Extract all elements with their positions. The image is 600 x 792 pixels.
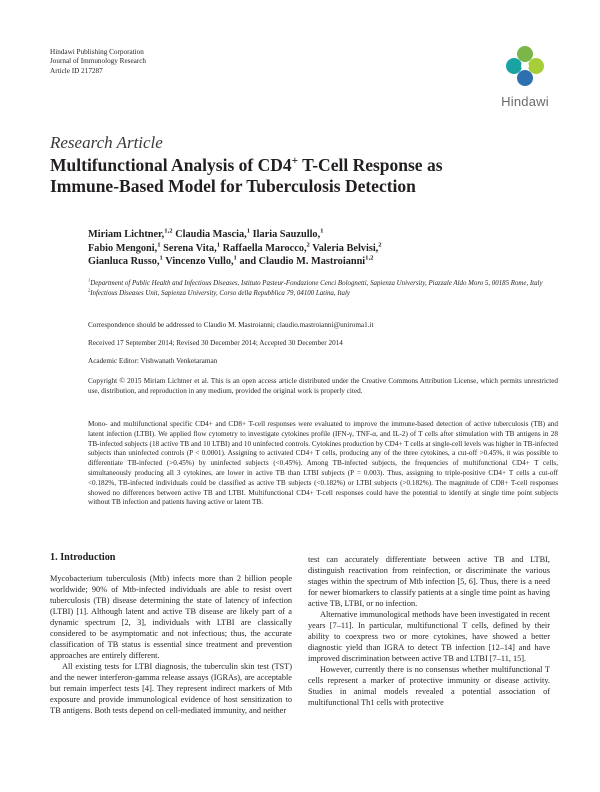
affiliations	[88, 279, 558, 298]
paragraph: All existing tests for LTBI diagnosis, the tuberculin skin test (TST) and the newer interferon-gamma release assays (IGRAs), are acceptable but remain imperfect tests [4]. They represent indirect markers of Mtb exposure and provide immunological evidence of host sensitization to TB antigens. Both tests depend on cell-mediated immunity, and neither	[50, 662, 292, 715]
article-title	[50, 155, 520, 197]
article-type: Research Article	[50, 133, 163, 152]
author: Claudia Mascia,$^1$	[175, 227, 251, 240]
logo-circle-top	[517, 46, 533, 62]
hindawi-logo	[495, 44, 555, 109]
left-column	[50, 573, 292, 716]
publisher-header	[50, 48, 146, 76]
logo-circle-bottom	[517, 70, 533, 86]
journal-name: Journal of Immunology Research	[50, 57, 147, 66]
right-column	[308, 554, 550, 708]
article-id: Article ID 217287	[50, 66, 103, 75]
paragraph: Mycobacterium tuberculosis (Mtb) infects more than 2 billion people worldwide; 90% of Mtb-infected individuals are able to resist overt tuberculosis (TB) disease determining the state of latency of infection (LTBI) [1]. Although latent and active TB disease are likely part of a dynamic spectrum [2, 3], individuals with LTBI are classically considered to be asymptomatic and not infectious; thus, the accurate classification of TB status is essential since treatment and prevention approaches are entirely different.	[50, 574, 292, 660]
author-list	[88, 228, 558, 269]
title-sup: +	[291, 155, 299, 168]
author: Miriam Lichtner,$^{1,2}$	[88, 227, 173, 240]
logo-circle-left	[506, 58, 522, 74]
hindawi-logo-icon	[495, 44, 555, 88]
author: Serena Vita,$^1$	[163, 241, 221, 254]
logo-text: Hindawi	[501, 94, 549, 109]
copyright-notice: Copyright © 2015 Miriam Lichtner et al. This is an open access article distributed under the Creative Commons Attribution License, which permits unrestricted use, distribution, and reproduction in any medium, provided the original work is properly cited.	[88, 377, 558, 395]
author: and Claudio M. Mastroianni$^{1,2}$	[239, 254, 374, 268]
author: Ilaria Sauzullo,$^1$	[252, 227, 324, 240]
title-part-2: T-Cell Response as Immune-Based Model for Tuberculosis Detection	[50, 155, 443, 196]
abstract: Mono- and multifunctional specific CD4+ and CD8+ T-cell responses were evaluated to improve the immune-based detection of active tuberculosis (TB) and latent infection (LTBI). We applied flow cytometry to investigate cytokines profile (IFN-γ, TNF-α, and IL-2) of T cells after stimulation with TB antigens in 28 TB-infected subjects (18 active TB and 10 LTBI) and 10 uninfected controls. Cytokines production by CD4+ T cells at single-cell levels was higher in TB-infected subjects than uninfected controls (P < 0.0001). Assigning to activated CD4+ T cells, producing any of the three cytokines, a cut-off >0.45%, it was possible to differentiate TB-infected (>0.45%) by uninfected subjects (<0.45%). Among TB-infected subjects, the frequencies of multifunctional CD4+ T cells, simultaneously producing all 3 cytokines, are lower in active TB than LTBI subjects (P = 0.003). Thus, assigning to triple-positive CD4+ T cells a cut-off <0.182%, TB-infected individuals could be classified as active TB subjects (<0.182%) or LTBI subjects (>0.182%). The magnitude of CD8+ T-cell responses showed no differences between active TB and LTBI. Multifunctional CD4+ T-cell responses could have the potential to identify at single time point subjects without TB infection and patients having active or latent TB.	[88, 420, 558, 507]
logo-circle-center	[521, 62, 529, 70]
correspondence: Correspondence should be addressed to Claudio M. Mastroianni; claudio.mastroianni@uniroma1.it	[88, 321, 374, 329]
paragraph: test can accurately differentiate between active TB and LTBI, distinguish reactivation from reinfection, or discriminate the various stages within the spectrum of Mtb infection [5, 6]. Thus, there is a need for newer biomarkers to classify patients at a single time point as having active TB, LTBI, or no infection.	[308, 555, 550, 608]
author: Raffaella Marocco,$^2$	[222, 241, 310, 254]
section-heading: 1. Introduction	[50, 552, 116, 563]
paragraph: Alternative immunological methods have been investigated in recent years [7–11]. In particular, multifunctional T cells, defined by their ability to coexpress two or more cytokines, have showed a better diagnostic yield than IGRA to detect TB infection [12–14] and have improved discrimination between active TB and LTBI [7–11, 15].	[308, 610, 550, 663]
author: Gianluca Russo,$^1$	[88, 254, 163, 268]
author: Valeria Belvisi,$^2$	[312, 241, 382, 254]
author: Vincenzo Vullo,$^1$	[165, 254, 237, 268]
title-part-1: Multifunctional Analysis of CD4	[50, 155, 292, 175]
affiliation: $^2$Infectious Diseases Unit, Sapienza University, Corso della Repubblica 79, 04100 Latina, Italy	[88, 287, 350, 297]
publisher-name: Hindawi Publishing Corporation	[50, 48, 144, 56]
author: Fabio Mengoni,$^1$	[88, 241, 161, 254]
logo-circle-right	[528, 58, 544, 74]
affiliation: $^1$Department of Public Health and Infectious Diseases, Istituto Pasteur-Fondazione Cenci Bolognetti, Sapienza University, Piazzale Aldo Moro 5, 00185 Rome, Italy	[88, 277, 543, 287]
article-dates: Received 17 September 2014; Revised 30 December 2014; Accepted 30 December 2014	[88, 339, 343, 347]
paragraph: However, currently there is no consensus whether multifunctional T cells represent a marker of protective immunity or disease activity. Studies in animal models revealed a potential association of multifunctional Th1 cells with protective	[308, 665, 550, 707]
academic-editor: Academic Editor: Vishwanath Venketaraman	[88, 357, 218, 365]
